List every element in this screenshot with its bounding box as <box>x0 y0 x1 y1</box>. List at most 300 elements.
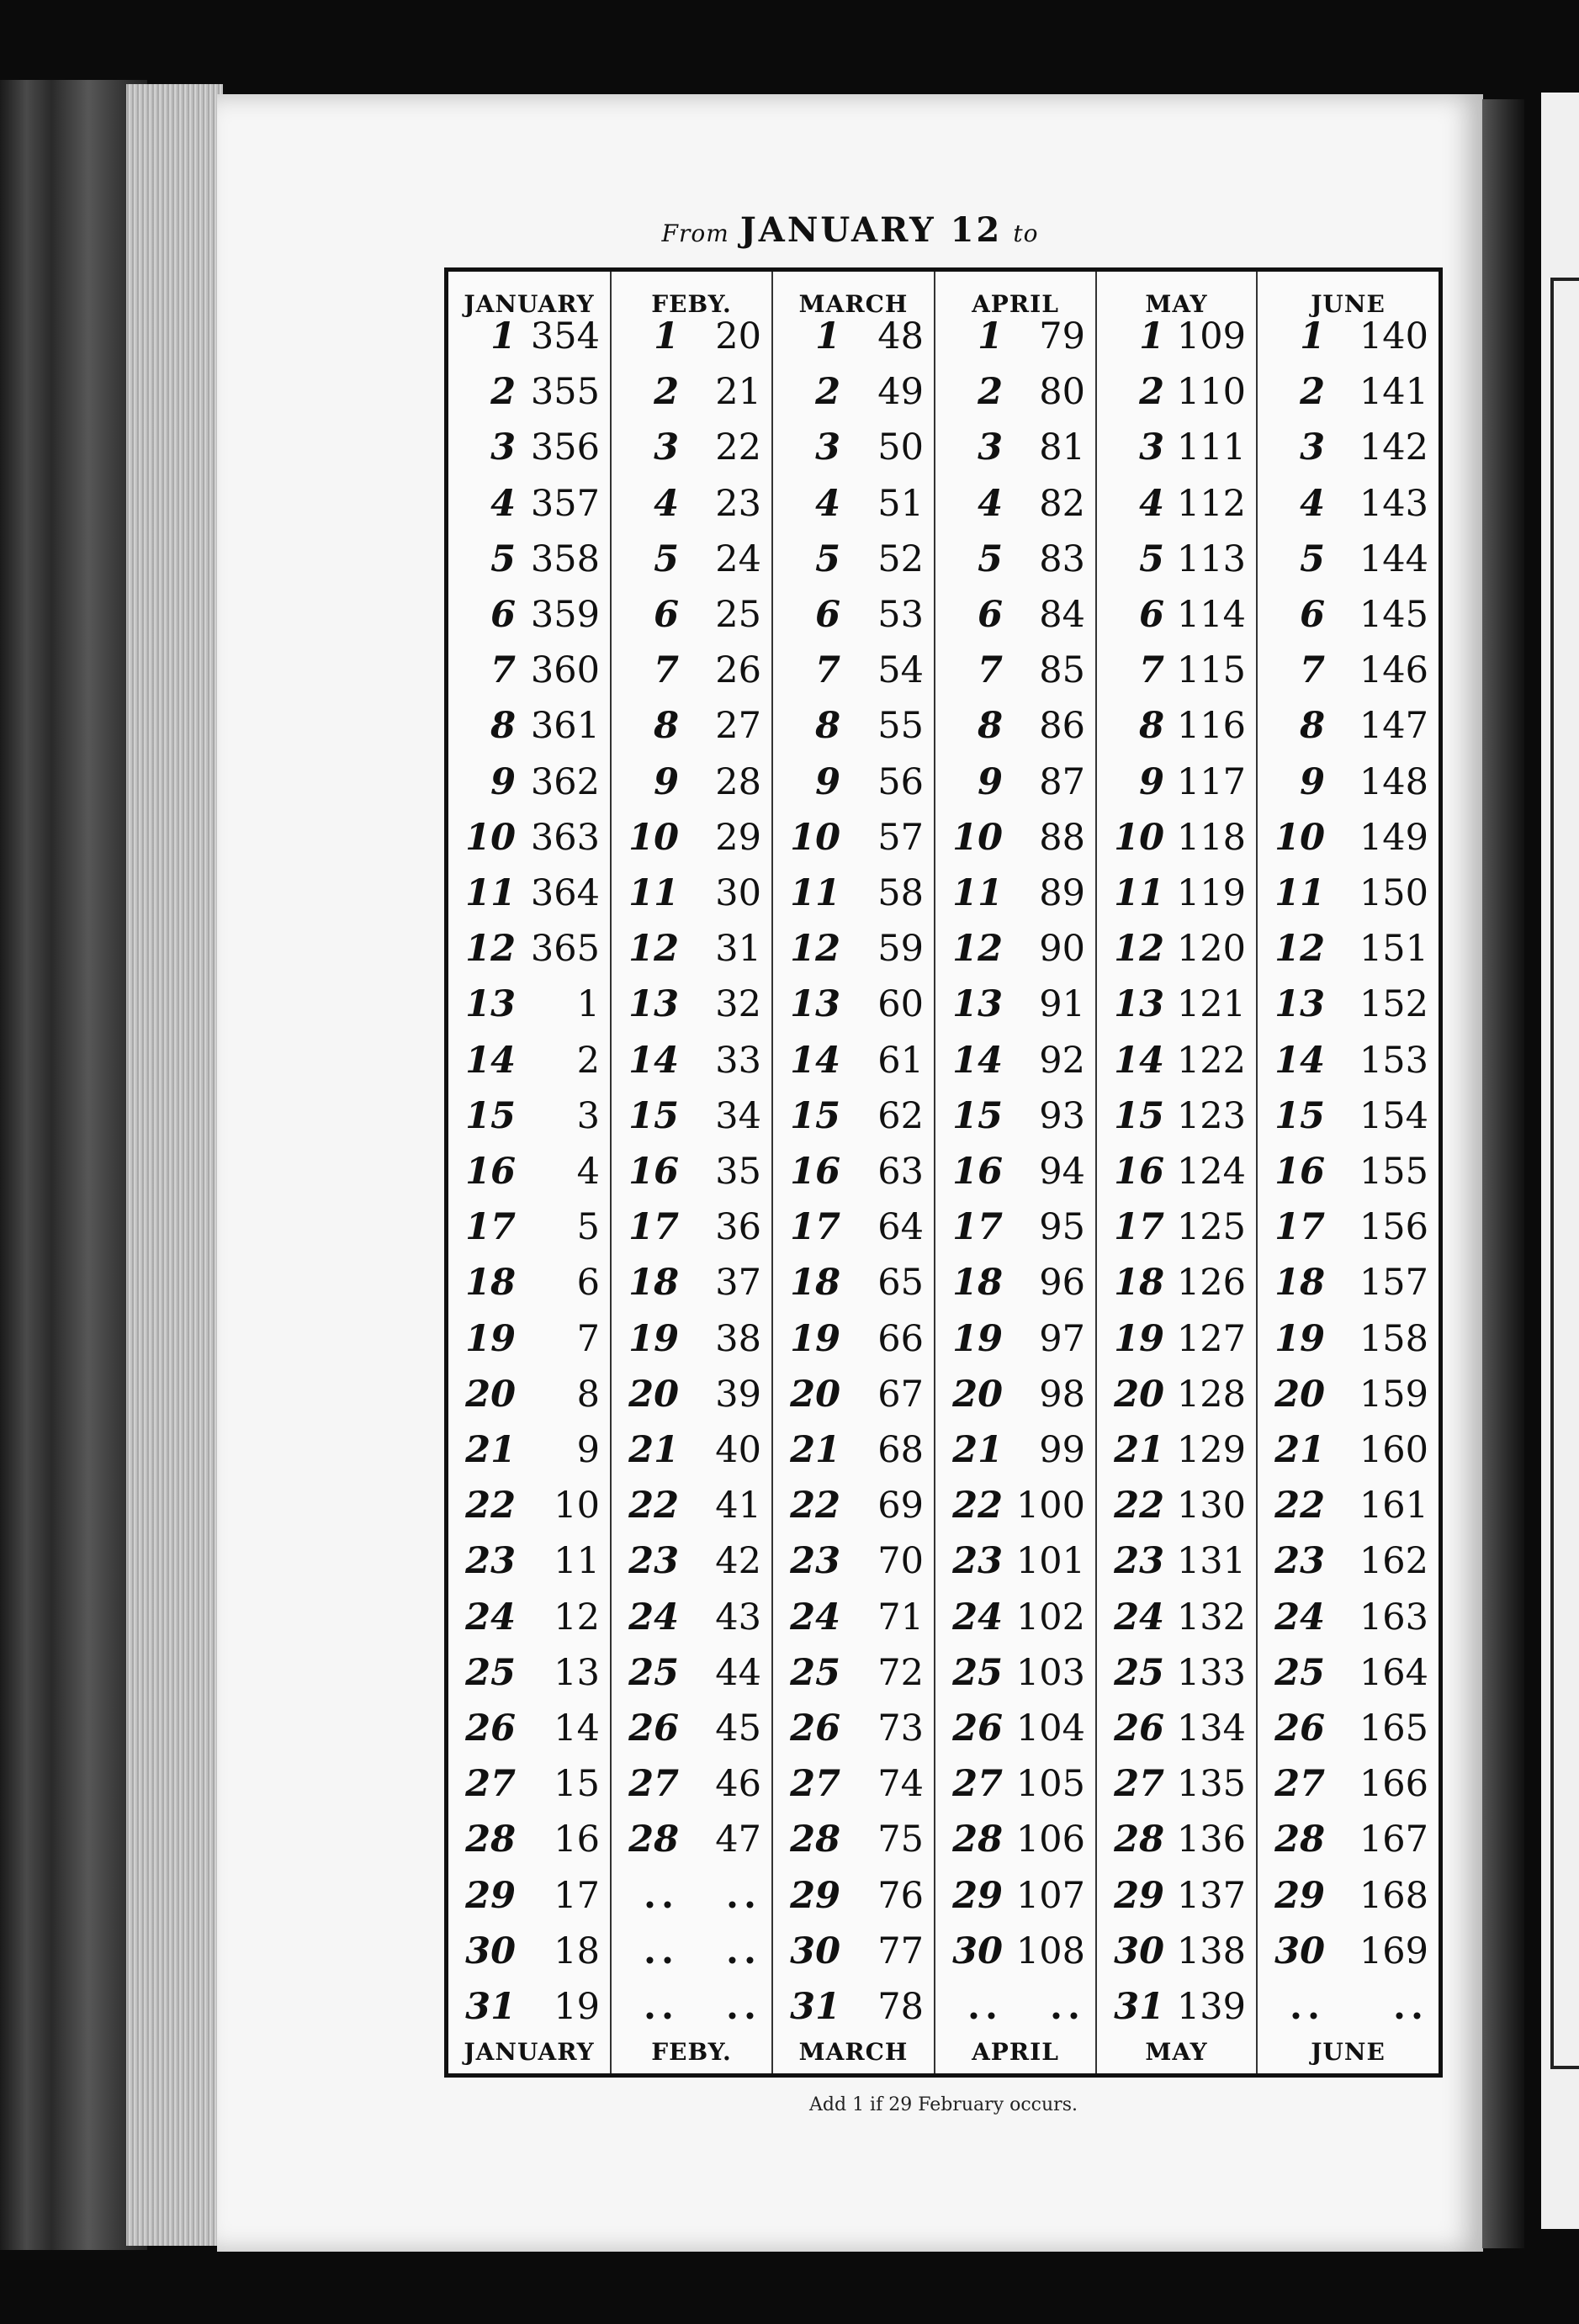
day-number: 166 <box>1359 1763 1428 1806</box>
table-row <box>1258 983 1439 1039</box>
day-of-month: 29 <box>465 1874 516 1917</box>
day-number: 137 <box>1176 1874 1246 1917</box>
table-row <box>1258 315 1439 371</box>
table-row <box>612 1930 771 1986</box>
day-of-month: 31 <box>1114 1986 1164 2028</box>
day-of-month: 9 <box>654 760 679 803</box>
day-of-month: 13 <box>628 983 679 1026</box>
table-row <box>612 705 771 760</box>
day-of-month: 15 <box>1114 1094 1164 1137</box>
day-number: 357 <box>530 482 600 525</box>
day-number: 59 <box>877 928 924 971</box>
day-of-month: 15 <box>1274 1094 1325 1137</box>
table-row <box>1258 928 1439 983</box>
day-of-month: 27 <box>1274 1763 1325 1806</box>
table-row <box>1097 483 1256 538</box>
day-of-month: 21 <box>1274 1429 1325 1471</box>
table-row <box>612 1540 771 1596</box>
day-number: 76 <box>877 1874 924 1917</box>
table-row <box>1258 1652 1439 1707</box>
table-row <box>1097 426 1256 482</box>
table-row <box>773 1318 934 1374</box>
table-row <box>1097 1986 1256 2041</box>
table-row <box>612 1151 771 1206</box>
day-of-month: 17 <box>952 1206 1003 1249</box>
day-number: 112 <box>1176 482 1246 525</box>
day-number: 60 <box>877 983 924 1026</box>
table-row <box>1258 594 1439 649</box>
day-of-month: 1 <box>815 315 840 357</box>
day-number: 161 <box>1359 1485 1428 1527</box>
table-row <box>612 761 771 817</box>
day-number: 150 <box>1359 872 1428 914</box>
day-of-month: 12 <box>1274 928 1325 971</box>
day-number: .. <box>726 1986 761 2028</box>
table-row <box>448 1374 610 1429</box>
table-row <box>612 817 771 872</box>
heading-from: From <box>661 220 729 247</box>
day-of-month: 3 <box>490 426 516 469</box>
table-row <box>612 872 771 928</box>
day-of-month: 16 <box>1274 1151 1325 1193</box>
month-header: APRIL <box>972 290 1059 318</box>
table-row <box>448 1429 610 1485</box>
day-of-month: 20 <box>628 1373 679 1416</box>
table-row <box>1258 426 1439 482</box>
day-number: 120 <box>1176 928 1246 971</box>
day-of-month: 7 <box>1139 649 1164 692</box>
day-of-month: 4 <box>1139 482 1164 525</box>
day-of-month: 19 <box>952 1317 1003 1360</box>
day-number: 68 <box>877 1429 924 1471</box>
day-number: 71 <box>877 1596 924 1638</box>
day-of-month: 25 <box>1114 1651 1164 1694</box>
day-of-month: 30 <box>1114 1930 1164 1972</box>
day-of-month: 22 <box>790 1485 840 1527</box>
day-number: 30 <box>715 872 761 914</box>
day-number: 48 <box>877 315 924 357</box>
table-row <box>1097 1206 1256 1262</box>
day-of-month: 28 <box>1114 1818 1164 1861</box>
day-of-month: 14 <box>952 1039 1003 1082</box>
day-number: 139 <box>1176 1986 1246 2028</box>
day-number: 70 <box>877 1540 924 1583</box>
day-of-month: 11 <box>790 872 840 914</box>
day-number: 90 <box>1039 928 1085 971</box>
day-number: 96 <box>1039 1262 1085 1305</box>
day-of-month: 29 <box>952 1874 1003 1917</box>
table-row <box>1097 1318 1256 1374</box>
day-of-month: 29 <box>1114 1874 1164 1917</box>
day-number: 79 <box>1039 315 1085 357</box>
day-number: 50 <box>877 426 924 469</box>
day-number: 118 <box>1176 816 1246 859</box>
day-of-month: 9 <box>815 760 840 803</box>
day-of-month: 3 <box>978 426 1003 469</box>
day-of-month: 6 <box>1139 594 1164 636</box>
day-of-month: 25 <box>465 1651 516 1694</box>
day-number: 28 <box>715 760 761 803</box>
table-row <box>1258 649 1439 705</box>
day-number: 100 <box>1015 1485 1085 1527</box>
day-number: 363 <box>530 816 600 859</box>
day-of-month: .. <box>644 1986 679 2028</box>
table-row <box>1258 705 1439 760</box>
day-of-month: 5 <box>815 537 840 580</box>
day-number: 149 <box>1359 816 1428 859</box>
day-number: 44 <box>715 1651 761 1694</box>
day-of-month: 30 <box>952 1930 1003 1972</box>
day-of-month: 23 <box>628 1540 679 1583</box>
table-row <box>1097 983 1256 1039</box>
table-row <box>773 1707 934 1763</box>
day-number: 27 <box>715 705 761 748</box>
table-row <box>935 594 1095 649</box>
table-row <box>773 1262 934 1317</box>
day-number: 19 <box>554 1986 600 2028</box>
table-row <box>1097 1930 1256 1986</box>
day-number: 358 <box>530 537 600 580</box>
day-number: 152 <box>1359 983 1428 1026</box>
day-number: 92 <box>1039 1039 1085 1082</box>
table-row <box>773 371 934 426</box>
day-of-month: 7 <box>815 649 840 692</box>
day-number: 18 <box>554 1930 600 1972</box>
day-number: 365 <box>530 928 600 971</box>
day-number: 62 <box>877 1094 924 1137</box>
day-number: 20 <box>715 315 761 357</box>
table-row <box>612 483 771 538</box>
day-of-month: 28 <box>1274 1818 1325 1861</box>
table-row <box>935 1151 1095 1206</box>
day-number: 36 <box>715 1206 761 1249</box>
table-row <box>935 1875 1095 1930</box>
day-of-month: 15 <box>628 1094 679 1137</box>
day-of-month: 28 <box>628 1818 679 1861</box>
day-number: 64 <box>877 1206 924 1249</box>
table-row <box>1097 1095 1256 1151</box>
day-number: 21 <box>715 371 761 414</box>
table-row <box>935 649 1095 705</box>
table-row <box>448 315 610 371</box>
table-row <box>448 1318 610 1374</box>
table-row <box>935 1707 1095 1763</box>
day-of-month: 6 <box>1300 594 1325 636</box>
day-of-month: 15 <box>790 1094 840 1137</box>
day-number: 35 <box>715 1151 761 1193</box>
day-number: 156 <box>1359 1206 1428 1249</box>
day-of-month: 13 <box>1114 983 1164 1026</box>
day-of-month: 19 <box>1114 1317 1164 1360</box>
day-number: 113 <box>1176 537 1246 580</box>
day-of-month: 8 <box>1139 705 1164 748</box>
day-number: 31 <box>715 928 761 971</box>
table-row <box>448 1930 610 1986</box>
day-number: 147 <box>1359 705 1428 748</box>
table-row <box>1258 1151 1439 1206</box>
day-of-month: 27 <box>952 1763 1003 1806</box>
table-row <box>935 817 1095 872</box>
day-number: 362 <box>530 760 600 803</box>
table-row <box>935 1040 1095 1095</box>
table-row <box>1258 1596 1439 1652</box>
day-of-month: 10 <box>1274 816 1325 859</box>
table-row <box>448 594 610 649</box>
day-of-month: 18 <box>628 1262 679 1305</box>
table-row <box>773 1095 934 1151</box>
table-row <box>612 1818 771 1874</box>
day-of-month: 14 <box>1114 1039 1164 1082</box>
day-of-month: .. <box>1290 1986 1325 2028</box>
day-number: 138 <box>1176 1930 1246 1972</box>
day-of-month: 5 <box>1139 537 1164 580</box>
day-number: 165 <box>1359 1707 1428 1750</box>
day-number: 103 <box>1015 1651 1085 1694</box>
day-of-month: 13 <box>1274 983 1325 1026</box>
table-row <box>935 1206 1095 1262</box>
table-row <box>612 983 771 1039</box>
table-row <box>935 1652 1095 1707</box>
day-number: 132 <box>1176 1596 1246 1638</box>
table-row <box>935 483 1095 538</box>
page-gutter <box>1482 99 1524 2248</box>
day-of-month: 24 <box>790 1596 840 1638</box>
day-number: 126 <box>1176 1262 1246 1305</box>
day-number: 15 <box>554 1763 600 1806</box>
day-number: 111 <box>1176 426 1246 469</box>
day-of-month: 25 <box>628 1651 679 1694</box>
table-row <box>1097 1540 1256 1596</box>
day-of-month: 13 <box>790 983 840 1026</box>
page-edges <box>126 84 223 2246</box>
day-number: 29 <box>715 816 761 859</box>
table-row <box>448 1540 610 1596</box>
day-of-month: 2 <box>490 371 516 414</box>
table-row <box>773 1818 934 1874</box>
day-number: 45 <box>715 1707 761 1750</box>
day-of-month: 7 <box>978 649 1003 692</box>
table-row <box>448 1596 610 1652</box>
day-of-month: 21 <box>1114 1429 1164 1471</box>
day-number: 359 <box>530 594 600 636</box>
day-of-month: 26 <box>465 1707 516 1750</box>
day-number: 127 <box>1176 1317 1246 1360</box>
day-of-month: 12 <box>1114 928 1164 971</box>
day-of-month: 10 <box>628 816 679 859</box>
day-number: 39 <box>715 1373 761 1416</box>
day-number: 86 <box>1039 705 1085 748</box>
day-number: .. <box>726 1930 761 1972</box>
table-row <box>1258 1318 1439 1374</box>
day-number: 78 <box>877 1986 924 2028</box>
day-of-month: 20 <box>790 1373 840 1416</box>
table-row <box>612 1485 771 1540</box>
day-number: 4 <box>576 1151 600 1193</box>
table-row <box>935 983 1095 1039</box>
day-number: 34 <box>715 1094 761 1137</box>
day-of-month: 28 <box>790 1818 840 1861</box>
day-of-month: 11 <box>952 872 1003 914</box>
day-of-month: 28 <box>952 1818 1003 1861</box>
table-row <box>612 315 771 371</box>
day-number: 24 <box>715 537 761 580</box>
month-column <box>448 272 610 2073</box>
day-of-month: 22 <box>465 1485 516 1527</box>
day-of-month: 17 <box>465 1206 516 1249</box>
day-of-month: 25 <box>952 1651 1003 1694</box>
month-footer: JANUARY <box>464 2038 595 2066</box>
day-number: 130 <box>1176 1485 1246 1527</box>
table-row <box>935 1986 1095 2041</box>
day-of-month: 2 <box>815 371 840 414</box>
day-number: 151 <box>1359 928 1428 971</box>
day-of-month: 3 <box>654 426 679 469</box>
day-number: 143 <box>1359 482 1428 525</box>
footnote: Add 1 if 29 February occurs. <box>809 2094 1078 2115</box>
table-row <box>448 1040 610 1095</box>
table-row <box>773 1429 934 1485</box>
day-of-month: 13 <box>465 983 516 1026</box>
day-of-month: 20 <box>465 1373 516 1416</box>
day-number: 121 <box>1176 983 1246 1026</box>
month-footer: APRIL <box>972 2038 1059 2066</box>
table-row <box>935 705 1095 760</box>
day-of-month: 11 <box>465 872 516 914</box>
table-row <box>612 1986 771 2041</box>
day-of-month: 10 <box>952 816 1003 859</box>
day-number: 38 <box>715 1317 761 1360</box>
day-of-month: 20 <box>1274 1373 1325 1416</box>
day-of-month: 26 <box>952 1707 1003 1750</box>
table-row <box>773 872 934 928</box>
day-number: 129 <box>1176 1429 1246 1471</box>
day-of-month: 14 <box>1274 1039 1325 1082</box>
day-number: 25 <box>715 594 761 636</box>
day-of-month: 25 <box>1274 1651 1325 1694</box>
table-row <box>448 705 610 760</box>
table-row <box>1258 1875 1439 1930</box>
day-number: 23 <box>715 482 761 525</box>
month-column <box>1256 272 1439 2073</box>
table-row <box>1097 705 1256 760</box>
day-of-month: 26 <box>1274 1707 1325 1750</box>
day-of-month: 19 <box>790 1317 840 1360</box>
table-row <box>612 594 771 649</box>
table-row <box>773 1763 934 1818</box>
day-number: 146 <box>1359 649 1428 692</box>
table-row <box>773 594 934 649</box>
day-of-month: 30 <box>465 1930 516 1972</box>
day-of-month: 4 <box>978 482 1003 525</box>
day-of-month: 12 <box>790 928 840 971</box>
day-number: .. <box>726 1874 761 1917</box>
day-of-month: 7 <box>654 649 679 692</box>
day-of-month: 4 <box>654 482 679 525</box>
day-of-month: 9 <box>1139 760 1164 803</box>
table-row <box>448 1095 610 1151</box>
day-number: 89 <box>1039 872 1085 914</box>
day-of-month: 29 <box>1274 1874 1325 1917</box>
day-of-month: 27 <box>790 1763 840 1806</box>
day-number: 65 <box>877 1262 924 1305</box>
day-number: 17 <box>554 1874 600 1917</box>
table-row <box>935 1818 1095 1874</box>
table-row <box>448 538 610 594</box>
day-of-month: 24 <box>628 1596 679 1638</box>
table-row <box>1258 1206 1439 1262</box>
day-number: 82 <box>1039 482 1085 525</box>
day-number: 354 <box>530 315 600 357</box>
day-number: 77 <box>877 1930 924 1972</box>
table-row <box>1097 649 1256 705</box>
day-of-month: 18 <box>465 1262 516 1305</box>
book-spine <box>0 80 147 2250</box>
day-of-month: 1 <box>654 315 679 357</box>
day-number: 91 <box>1039 983 1085 1026</box>
day-number: 148 <box>1359 760 1428 803</box>
day-number: 83 <box>1039 537 1085 580</box>
page-heading <box>217 210 1483 250</box>
day-number: 102 <box>1015 1596 1085 1638</box>
table-row <box>1097 1262 1256 1317</box>
table-row <box>773 1206 934 1262</box>
day-of-month: 28 <box>465 1818 516 1861</box>
day-number: 47 <box>715 1818 761 1861</box>
day-of-month: 1 <box>1300 315 1325 357</box>
table-row <box>612 1262 771 1317</box>
month-header: JUNE <box>1311 290 1386 318</box>
table-row <box>1258 1040 1439 1095</box>
day-of-month: 5 <box>978 537 1003 580</box>
table-row <box>612 649 771 705</box>
day-of-month: .. <box>967 1986 1003 2028</box>
table-row <box>1258 1262 1439 1317</box>
day-number: 26 <box>715 649 761 692</box>
table-row <box>773 483 934 538</box>
day-of-month: 23 <box>1114 1540 1164 1583</box>
day-number: 168 <box>1359 1874 1428 1917</box>
day-number: 93 <box>1039 1094 1085 1137</box>
day-of-month: 24 <box>1274 1596 1325 1638</box>
table-row <box>1258 1930 1439 1986</box>
day-number: 63 <box>877 1151 924 1193</box>
table-row <box>448 483 610 538</box>
table-row <box>935 315 1095 371</box>
day-number: 159 <box>1359 1373 1428 1416</box>
table-row <box>935 1930 1095 1986</box>
table-row <box>773 1540 934 1596</box>
day-number: 115 <box>1176 649 1246 692</box>
table-row <box>448 1151 610 1206</box>
table-row <box>935 1596 1095 1652</box>
table-row <box>1097 928 1256 983</box>
day-number: 106 <box>1015 1818 1085 1861</box>
day-of-month: 14 <box>628 1039 679 1082</box>
day-number: 164 <box>1359 1651 1428 1694</box>
day-of-month: 3 <box>815 426 840 469</box>
day-number: .. <box>1050 1986 1085 2028</box>
table-row <box>773 315 934 371</box>
table-row <box>612 1875 771 1930</box>
day-number: 43 <box>715 1596 761 1638</box>
table-row <box>1097 1040 1256 1095</box>
table-row <box>773 1652 934 1707</box>
facing-page-table-border <box>1550 278 1579 2069</box>
table-row <box>612 426 771 482</box>
day-number: 153 <box>1359 1039 1428 1082</box>
day-of-month: 18 <box>790 1262 840 1305</box>
month-column <box>1095 272 1256 2073</box>
